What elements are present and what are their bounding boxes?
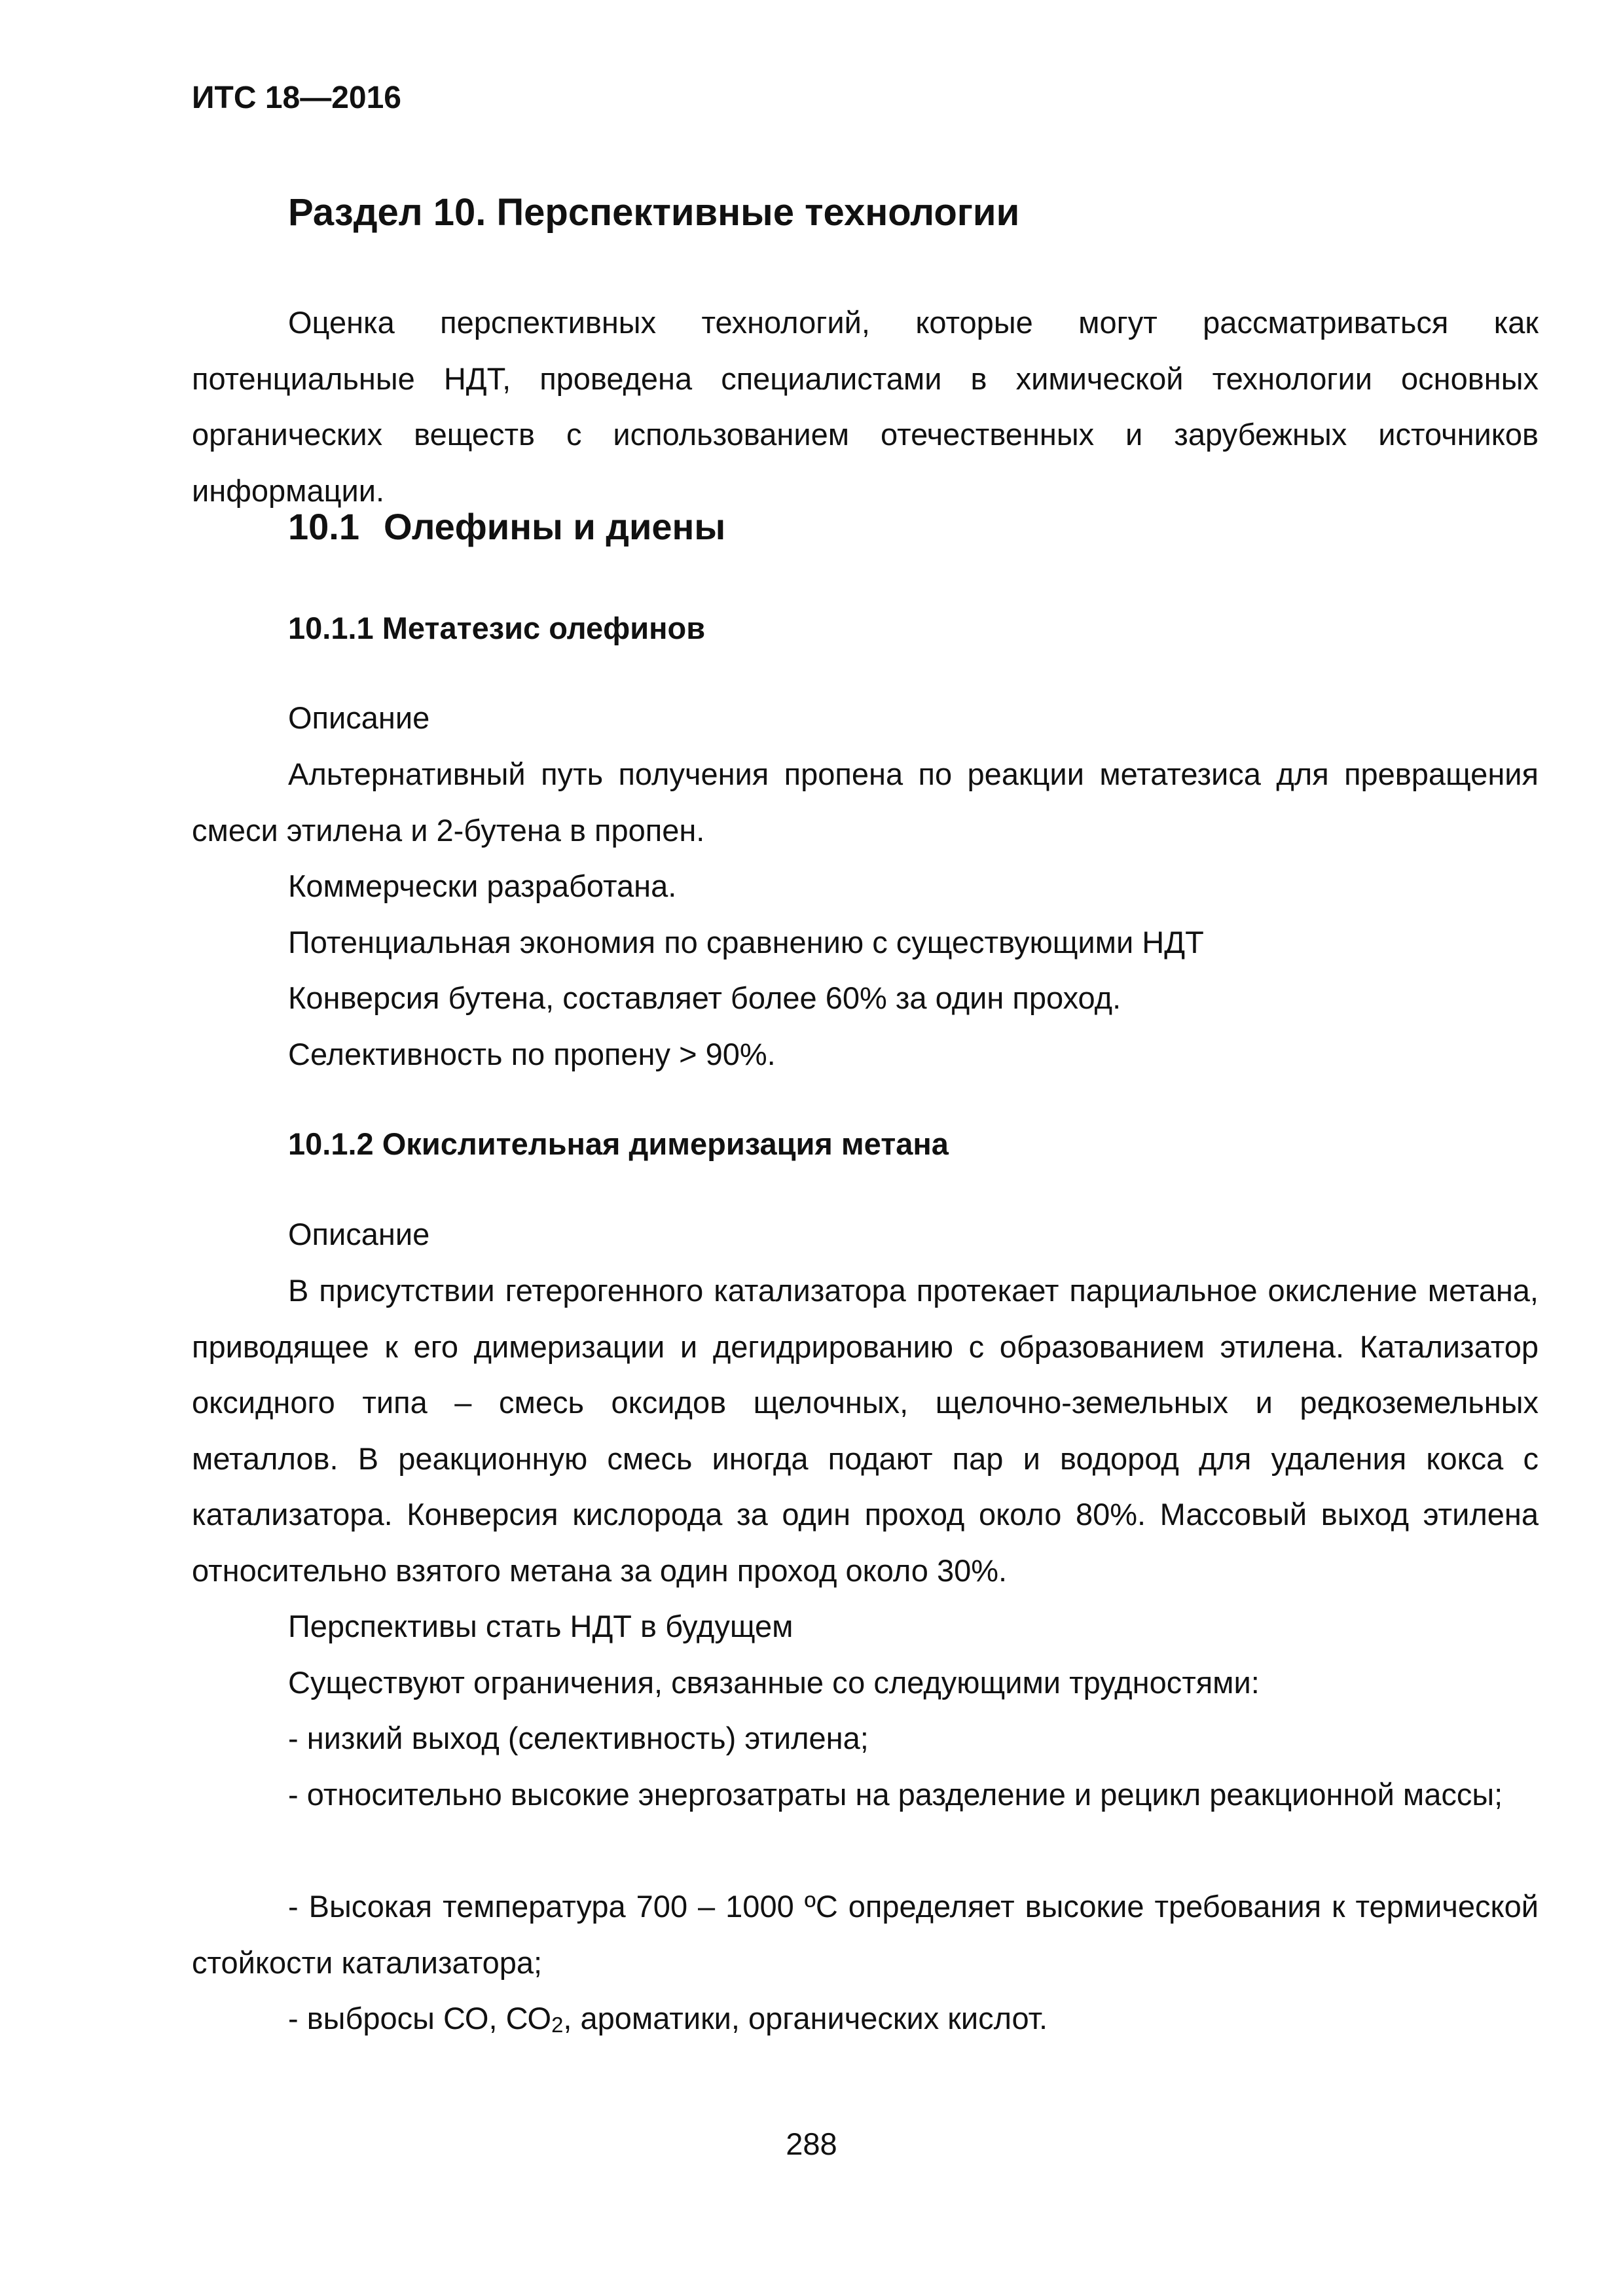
description-label: Описание — [288, 700, 430, 735]
co2-subscript: 2 — [551, 2012, 564, 2037]
item-title: Окислительная димеризация метана — [382, 1126, 949, 1161]
subsection-number: 10.1 — [288, 506, 359, 547]
document-code: ИТС 18—2016 — [192, 81, 401, 115]
item-heading-10-1-1 — [288, 609, 705, 648]
limitation-item-4 — [288, 1990, 1048, 2047]
limitation-item-1: - низкий выход (селективность) этилена; — [288, 1721, 869, 1755]
subsection-heading-10-1 — [288, 504, 725, 550]
metathesis-paragraph: Альтернативный путь получения пропена по реакции метатезиса для превращения смеси этилена и 2-бутена в пропен. — [192, 757, 1539, 848]
page-number: 288 — [786, 2126, 837, 2161]
section-title: Раздел 10. Перспективные технологии — [288, 191, 1020, 234]
dimerization-paragraph: В присутствии гетерогенного катализатора протекает парциальное окисление метана, приводящее к его димеризации и дегидрированию с образованием этилена. Катализатор оксидного типа – смесь оксидов щелочных, щелочно-земельных и редкоземельных металлов. В реакционную смесь иногда подают пар и водород для удаления кокса с катализатора. Конверсия кислорода за один проход около 80%. Массовый выход этилена относительно взятого метана за один проход около 30%. — [192, 1273, 1539, 1588]
prospects-line: Перспективы стать НДТ в будущем — [288, 1609, 793, 1643]
item-title: Метатезис олефинов — [382, 611, 706, 645]
description-label: Описание — [288, 1217, 430, 1251]
limitation-item-4-suffix: , ароматики, органических кислот. — [563, 2001, 1048, 2036]
item-number: 10.1.2 — [288, 1126, 374, 1161]
limitation-item-3: - Высокая температура 700 – 1000 ºС определяет высокие требования к термической стойкости катализатора; — [192, 1889, 1539, 1980]
section-intro-paragraph: Оценка перспективных технологий, которые могут рассматриваться как потенциальные НДТ, проведена специалистами в химической технологии основных органических веществ с использованием отечественных и зарубежных источников информации. — [192, 305, 1539, 508]
subsection-title: Олефины и диены — [384, 506, 726, 547]
limitations-line: Существуют ограничения, связанные со следующими трудностями: — [288, 1665, 1260, 1700]
conversion-line: Конверсия бутена, составляет более 60% за один проход. — [288, 980, 1122, 1015]
item-heading-10-1-2 — [288, 1124, 949, 1164]
limitation-item-2: - относительно высокие энергозатраты на разделение и рецикл реакционной массы; — [288, 1777, 1503, 1812]
commercial-line: Коммерчески разработана. — [288, 869, 677, 903]
item-number: 10.1.1 — [288, 611, 374, 645]
economy-line: Потенциальная экономия по сравнению с существующими НДТ — [288, 925, 1204, 960]
limitation-item-4-prefix: - выбросы СО, СО — [288, 2001, 552, 2036]
selectivity-line: Селективность по пропену > 90%. — [288, 1037, 776, 1071]
